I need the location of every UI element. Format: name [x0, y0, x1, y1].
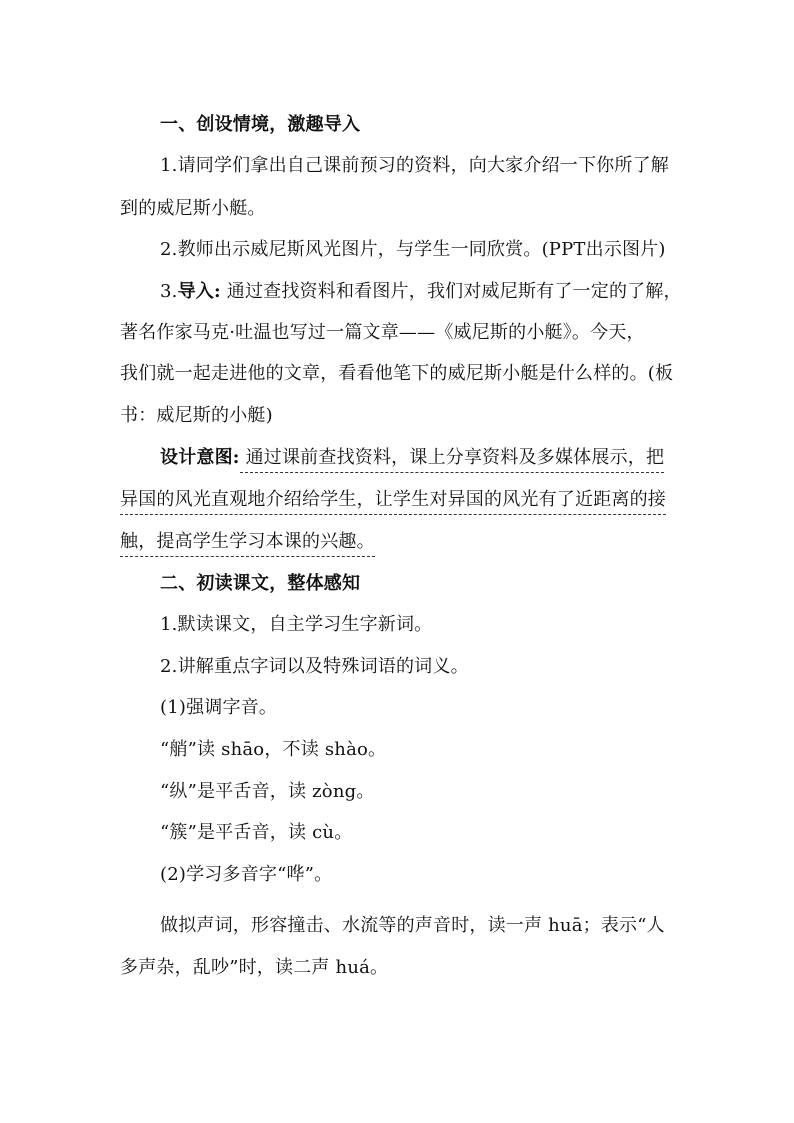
- design-intent-line: [120, 529, 680, 555]
- section-heading-1: 一、创设情境，激趣导入: [160, 114, 361, 135]
- paragraph-line: 2.讲解重点字词以及特殊词语的词义。: [160, 656, 469, 677]
- paragraph-line: 2.教师出示威尼斯风光图片，与学生一同欣赏。(PPT出示图片): [160, 239, 666, 260]
- paragraph-line: 我们就一起走进他的文章，看看他笔下的威尼斯小艇是什么样的。(板: [120, 363, 674, 384]
- paragraph-line: (1)强调字音。: [160, 697, 278, 718]
- paragraph-line: 到的威尼斯小艇。: [120, 198, 266, 219]
- intro-text: 通过查找资料和看图片，我们对威尼斯有了一定的了解，: [220, 281, 682, 302]
- paragraph-line: [160, 279, 720, 305]
- paragraph-line: 1.默读课文，自主学习生字新词。: [160, 614, 433, 635]
- design-intent-text: 通过课前查找资料，课上分享资料及多媒体展示，把: [240, 447, 665, 473]
- paragraph-line: 做拟声词，形容撞击、水流等的声音时，读一声 huā；表示“人: [160, 915, 665, 936]
- paragraph-line: “簇”是平舌音，读 cù。: [160, 822, 353, 843]
- section-heading-2: 二、初读课文，整体感知: [160, 573, 361, 594]
- design-intent-label: 设计意图:: [160, 447, 240, 468]
- paragraph-line: 书：威尼斯的小艇): [120, 405, 273, 426]
- paragraph-line: 著名作家马克·吐温也写过一篇文章——《威尼斯的小艇》。今天，: [120, 322, 645, 343]
- design-intent-line: [120, 487, 680, 513]
- paragraph-line: (2)学习多音字“哗”。: [160, 864, 333, 885]
- design-intent-text: 异国的风光直观地介绍给学生，让学生对异国的风光有了近距离的接: [120, 489, 666, 515]
- design-intent-text: 触，提高学生学习本课的兴趣。: [120, 531, 375, 557]
- paragraph-line: 多声杂，乱吵”时，读二声 huá。: [120, 957, 389, 978]
- paragraph-line: “艄”读 shāo，不读 shào。: [160, 739, 387, 760]
- intro-label: 导入:: [177, 281, 221, 302]
- paragraph-line: 1.请同学们拿出自己课前预习的资料，向大家介绍一下你所了解: [160, 155, 669, 176]
- paragraph-line: “纵”是平舌音，读 zòng。: [160, 781, 375, 802]
- list-number: 3.: [160, 281, 178, 302]
- design-intent-line: [160, 445, 720, 471]
